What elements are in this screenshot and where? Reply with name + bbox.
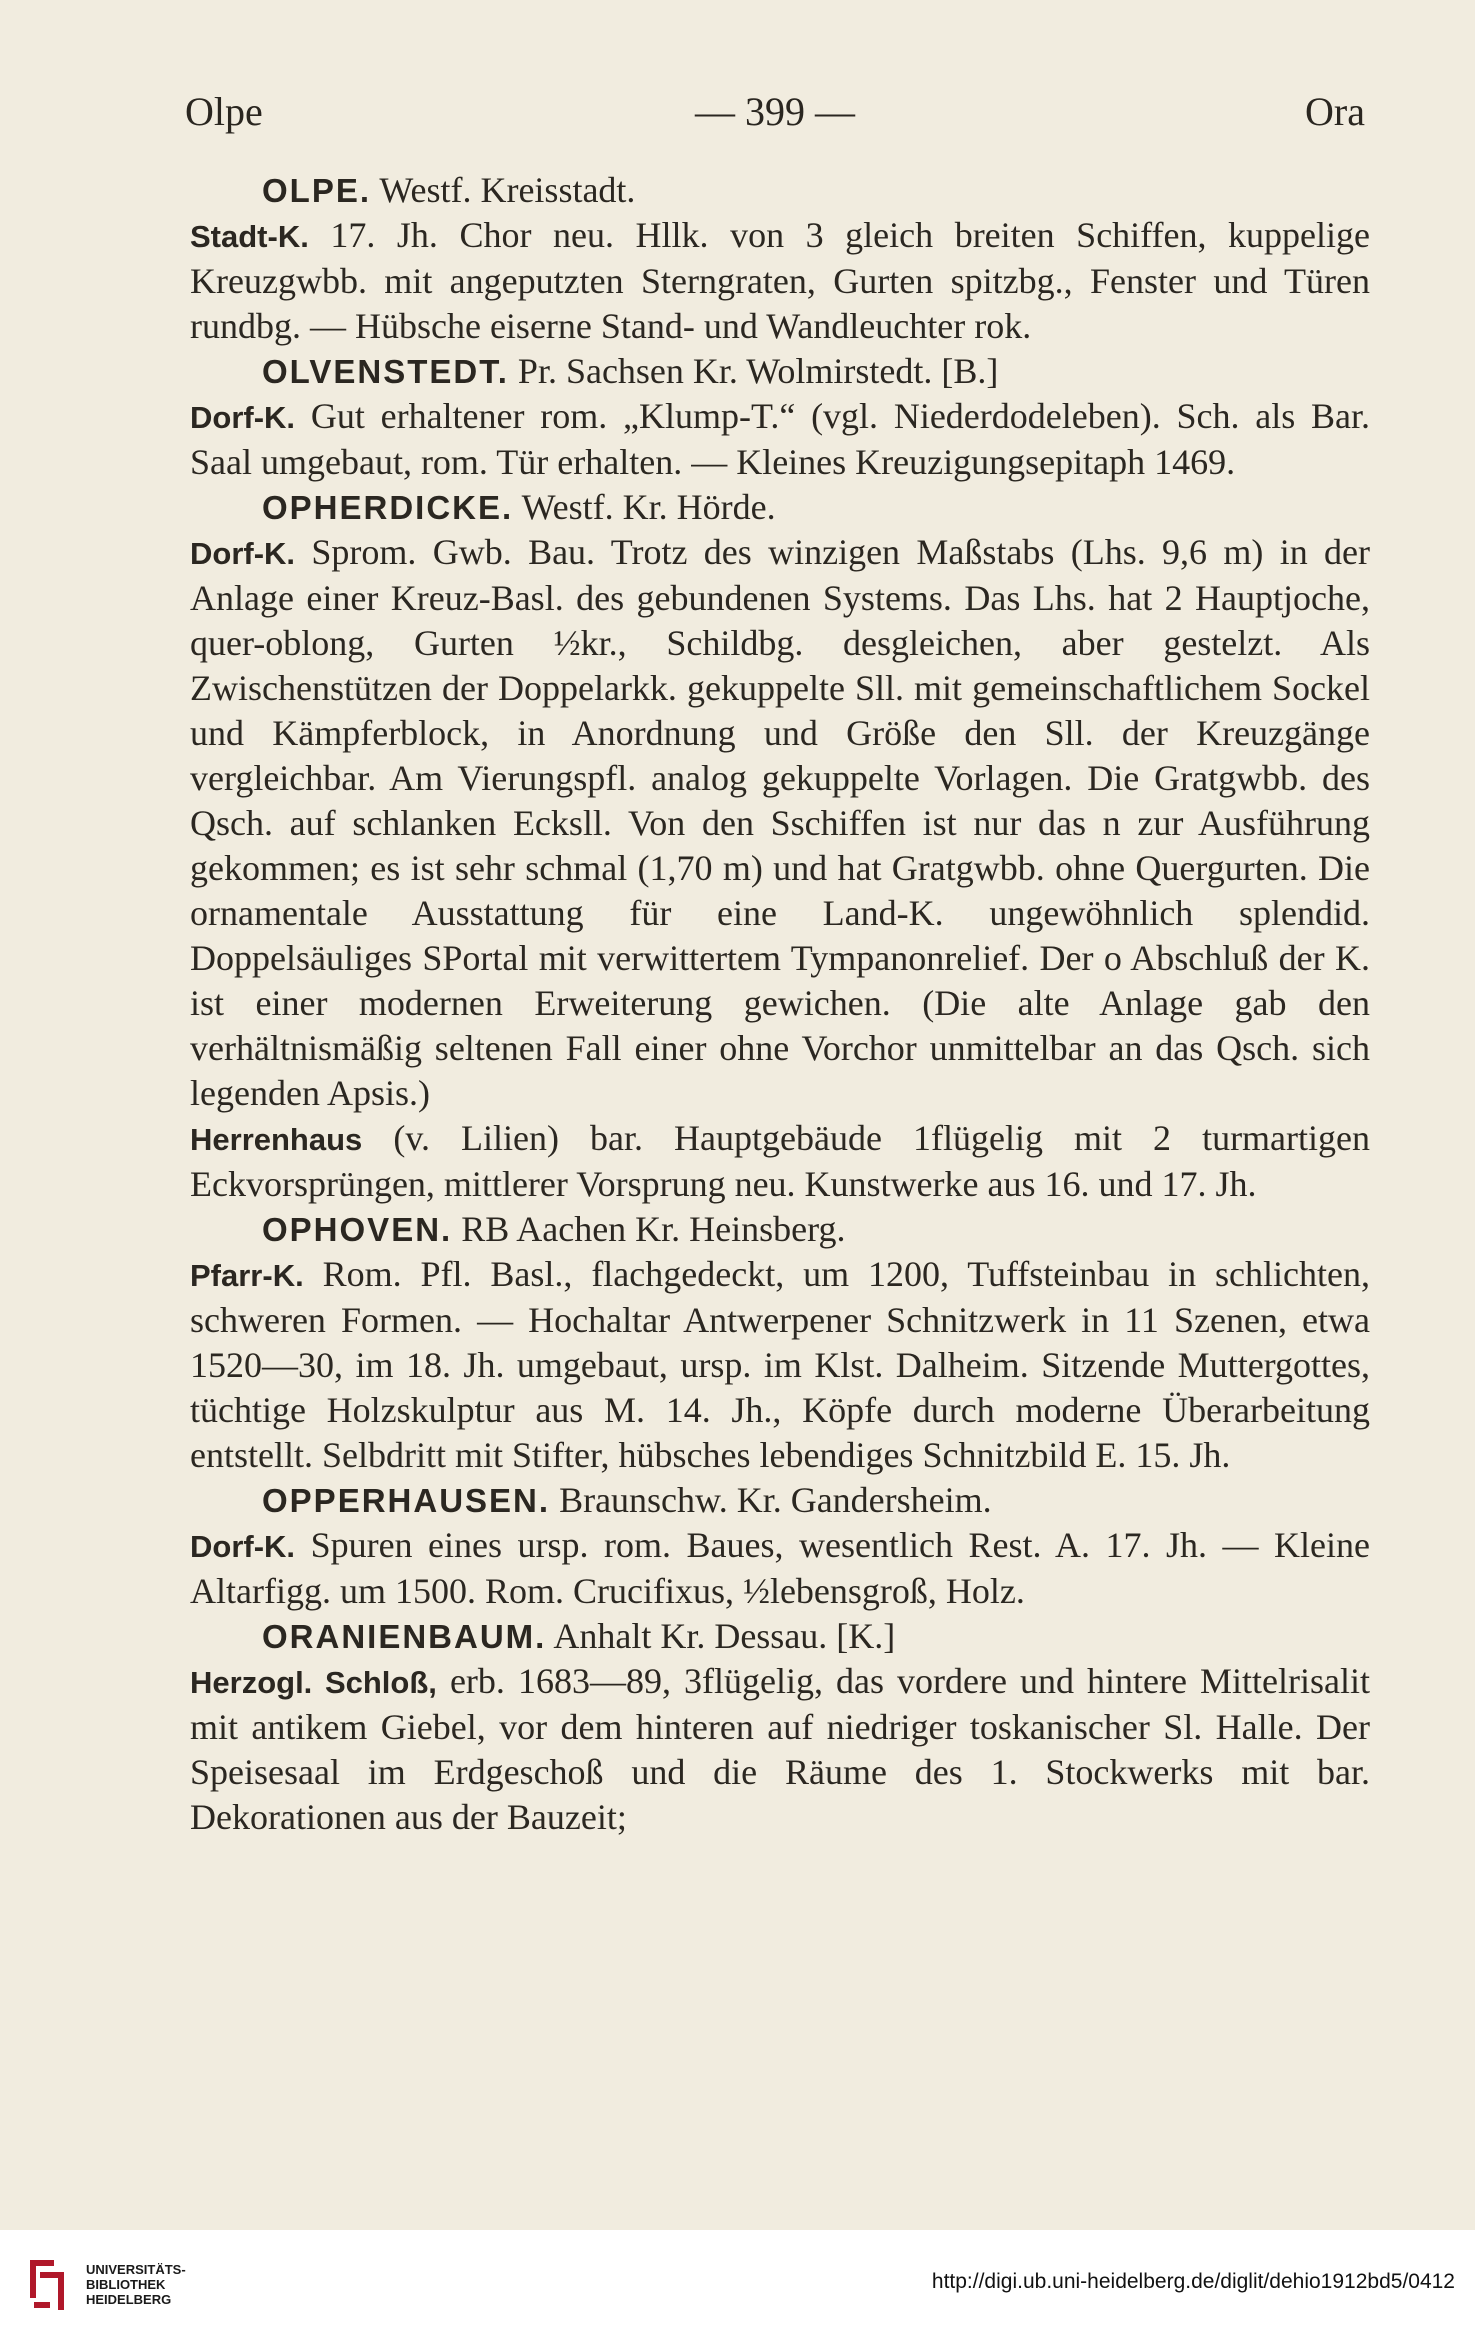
entry-heading (190, 1207, 1370, 1252)
source-url-link[interactable]: http://digi.ub.uni-heidelberg.de/diglit/dehio1912bd5/0412 (931, 2270, 1455, 2293)
entry-opherdicke (190, 485, 1370, 1207)
entry-heading (190, 1614, 1370, 1659)
paragraph-label: Pfarr-K. (190, 1258, 304, 1293)
library-name-line: HEIDELBERG (86, 2292, 172, 2307)
entry-paragraph (190, 394, 1370, 485)
entry-olpe (190, 168, 1370, 349)
entry-paragraph (190, 1252, 1370, 1478)
entry-oranienbaum (190, 1614, 1370, 1840)
entry-paragraph (190, 213, 1370, 349)
place-name: OLPE. (262, 172, 372, 209)
library-name (86, 2262, 186, 2307)
entry-olvenstedt (190, 349, 1370, 485)
paragraph-text: Rom. Pfl. Basl., flachgedeckt, um 1200, Tuffsteinbau in schlichten, schweren Formen. — Hochaltar Antwerpener Schnitzwerk in 11 Szenen, etwa 1520—30, im 18. Jh. umgebaut, ursp. im Klst. Dalheim. Sitzende Muttergottes, tüchtige Holzskulptur aus M. 14. Jh., Köpfe durch moderne Überarbeitung entstellt. Selbdritt mit Stifter, hübsches lebendiges Schnitzbild E. 15. Jh. (190, 1254, 1371, 1475)
entry-paragraph (190, 1116, 1370, 1207)
entry-heading (190, 1478, 1370, 1523)
library-name-line: BIBLIOTHEK (86, 2277, 166, 2292)
entry-opperhausen (190, 1478, 1370, 1614)
entry-paragraph (190, 1523, 1370, 1614)
paragraph-text: erb. 1683—89, 3flügelig, das vordere und hintere Mittelrisalit mit antikem Giebel, vor dem hinteren auf niedriger toskanischer Sl. Halle. Der Speisesaal im Erdgeschoß und die Räume des 1. Stockwerks mit bar. Dekorationen aus der Bauzeit; (190, 1661, 1371, 1837)
place-name: OPHOVEN. (262, 1211, 453, 1248)
page-number: — 399 — (695, 89, 855, 134)
paragraph-text: Spuren eines ursp. rom. Baues, wesentlich Rest. A. 17. Jh. — Kleine Altarfigg. um 1500. Rom. Crucifixus, ½lebensgroß, Holz. (190, 1525, 1371, 1611)
place-region: Westf. Kr. Hörde. (521, 487, 776, 527)
entry-paragraph (190, 530, 1370, 1116)
place-region: Pr. Sachsen Kr. Wolmirstedt. [B.] (517, 351, 999, 391)
paragraph-label: Dorf-K. (190, 536, 296, 571)
place-region: Anhalt Kr. Dessau. [K.] (553, 1616, 896, 1656)
entry-paragraph (190, 1659, 1370, 1840)
header-left: Olpe (185, 89, 263, 134)
place-region: Westf. Kreisstadt. (379, 170, 636, 210)
paragraph-label: Herrenhaus (190, 1122, 363, 1157)
library-name-line: UNIVERSITÄTS- (86, 2262, 186, 2277)
place-region: RB Aachen Kr. Heinsberg. (461, 1209, 846, 1249)
library-logo-icon (20, 2252, 80, 2322)
paragraph-text: Sprom. Gwb. Bau. Trotz des winzigen Maßstabs (Lhs. 9,6 m) in der Anlage einer Kreuz-Basl. des gebundenen Systems. Das Lhs. hat 2 Hauptjoche, quer-oblong, Gurten ½kr., Schildbg. desgleichen, aber gestelzt. Als Zwischenstützen der Doppelarkk. gekuppelte Sll. mit gemeinschaftlichem Sockel und Kämpferblock, in Anordnung und Größe den Sll. der Kreuzgänge vergleichbar. Am Vierungspfl. analog gekuppelte Vorlagen. Die Gratgwbb. des Qsch. auf schlanken Ecksll. Von den Sschiffen ist nur das n zur Ausführung gekommen; es ist sehr schmal (1,70 m) und hat Gratgwbb. ohne Quergurten. Die ornamentale Ausstattung für eine Land-K. ungewöhnlich splendid. Doppelsäuliges SPortal mit verwittertem Tympanonrelief. Der o Abschluß der K. ist einer modernen Erweiterung gewichen. (Die alte Anlage gab den verhältnismäßig seltenen Fall einer ohne Vorchor unmittelbar an das Qsch. sich legenden Apsis.) (190, 532, 1370, 1113)
place-region: Braunschw. Kr. Gandersheim. (559, 1480, 992, 1520)
paragraph-text: 17. Jh. Chor neu. Hllk. von 3 gleich breiten Schiffen, kuppelige Kreuzgwbb. mit angeputzten Sterngraten, Gurten spitzbg., Fenster und Türen rundbg. — Hübsche eiserne Stand- und Wandleuchter rok. (190, 215, 1370, 346)
paragraph-text: Gut erhaltener rom. „Klump-T.“ (vgl. Niederdodeleben). Sch. als Bar. Saal umgebaut, rom. Tür erhalten. — Kleines Kreuzigungsepitaph 1469. (190, 396, 1371, 482)
paragraph-label: Dorf-K. (190, 1529, 296, 1564)
paragraph-label: Dorf-K. (190, 400, 296, 435)
place-name: ORANIENBAUM. (262, 1618, 547, 1655)
running-header (185, 88, 1365, 138)
place-name: OPPERHAUSEN. (262, 1482, 551, 1519)
entry-ophoven (190, 1207, 1370, 1478)
entry-heading (190, 485, 1370, 530)
paragraph-label: Herzogl. Schloß, (190, 1665, 437, 1700)
paragraph-label: Stadt-K. (190, 219, 309, 254)
place-name: OPHERDICKE. (262, 489, 514, 526)
entry-heading (190, 349, 1370, 394)
header-right: Ora (1305, 89, 1365, 134)
paragraph-text: (v. Lilien) bar. Hauptgebäude 1flügelig mit 2 turmartigen Eckvorsprüngen, mittlerer Vorsprung neu. Kunstwerke aus 16. und 17. Jh. (190, 1118, 1371, 1204)
entry-heading (190, 168, 1370, 213)
body-text (190, 168, 1370, 1840)
place-name: OLVENSTEDT. (262, 353, 509, 390)
